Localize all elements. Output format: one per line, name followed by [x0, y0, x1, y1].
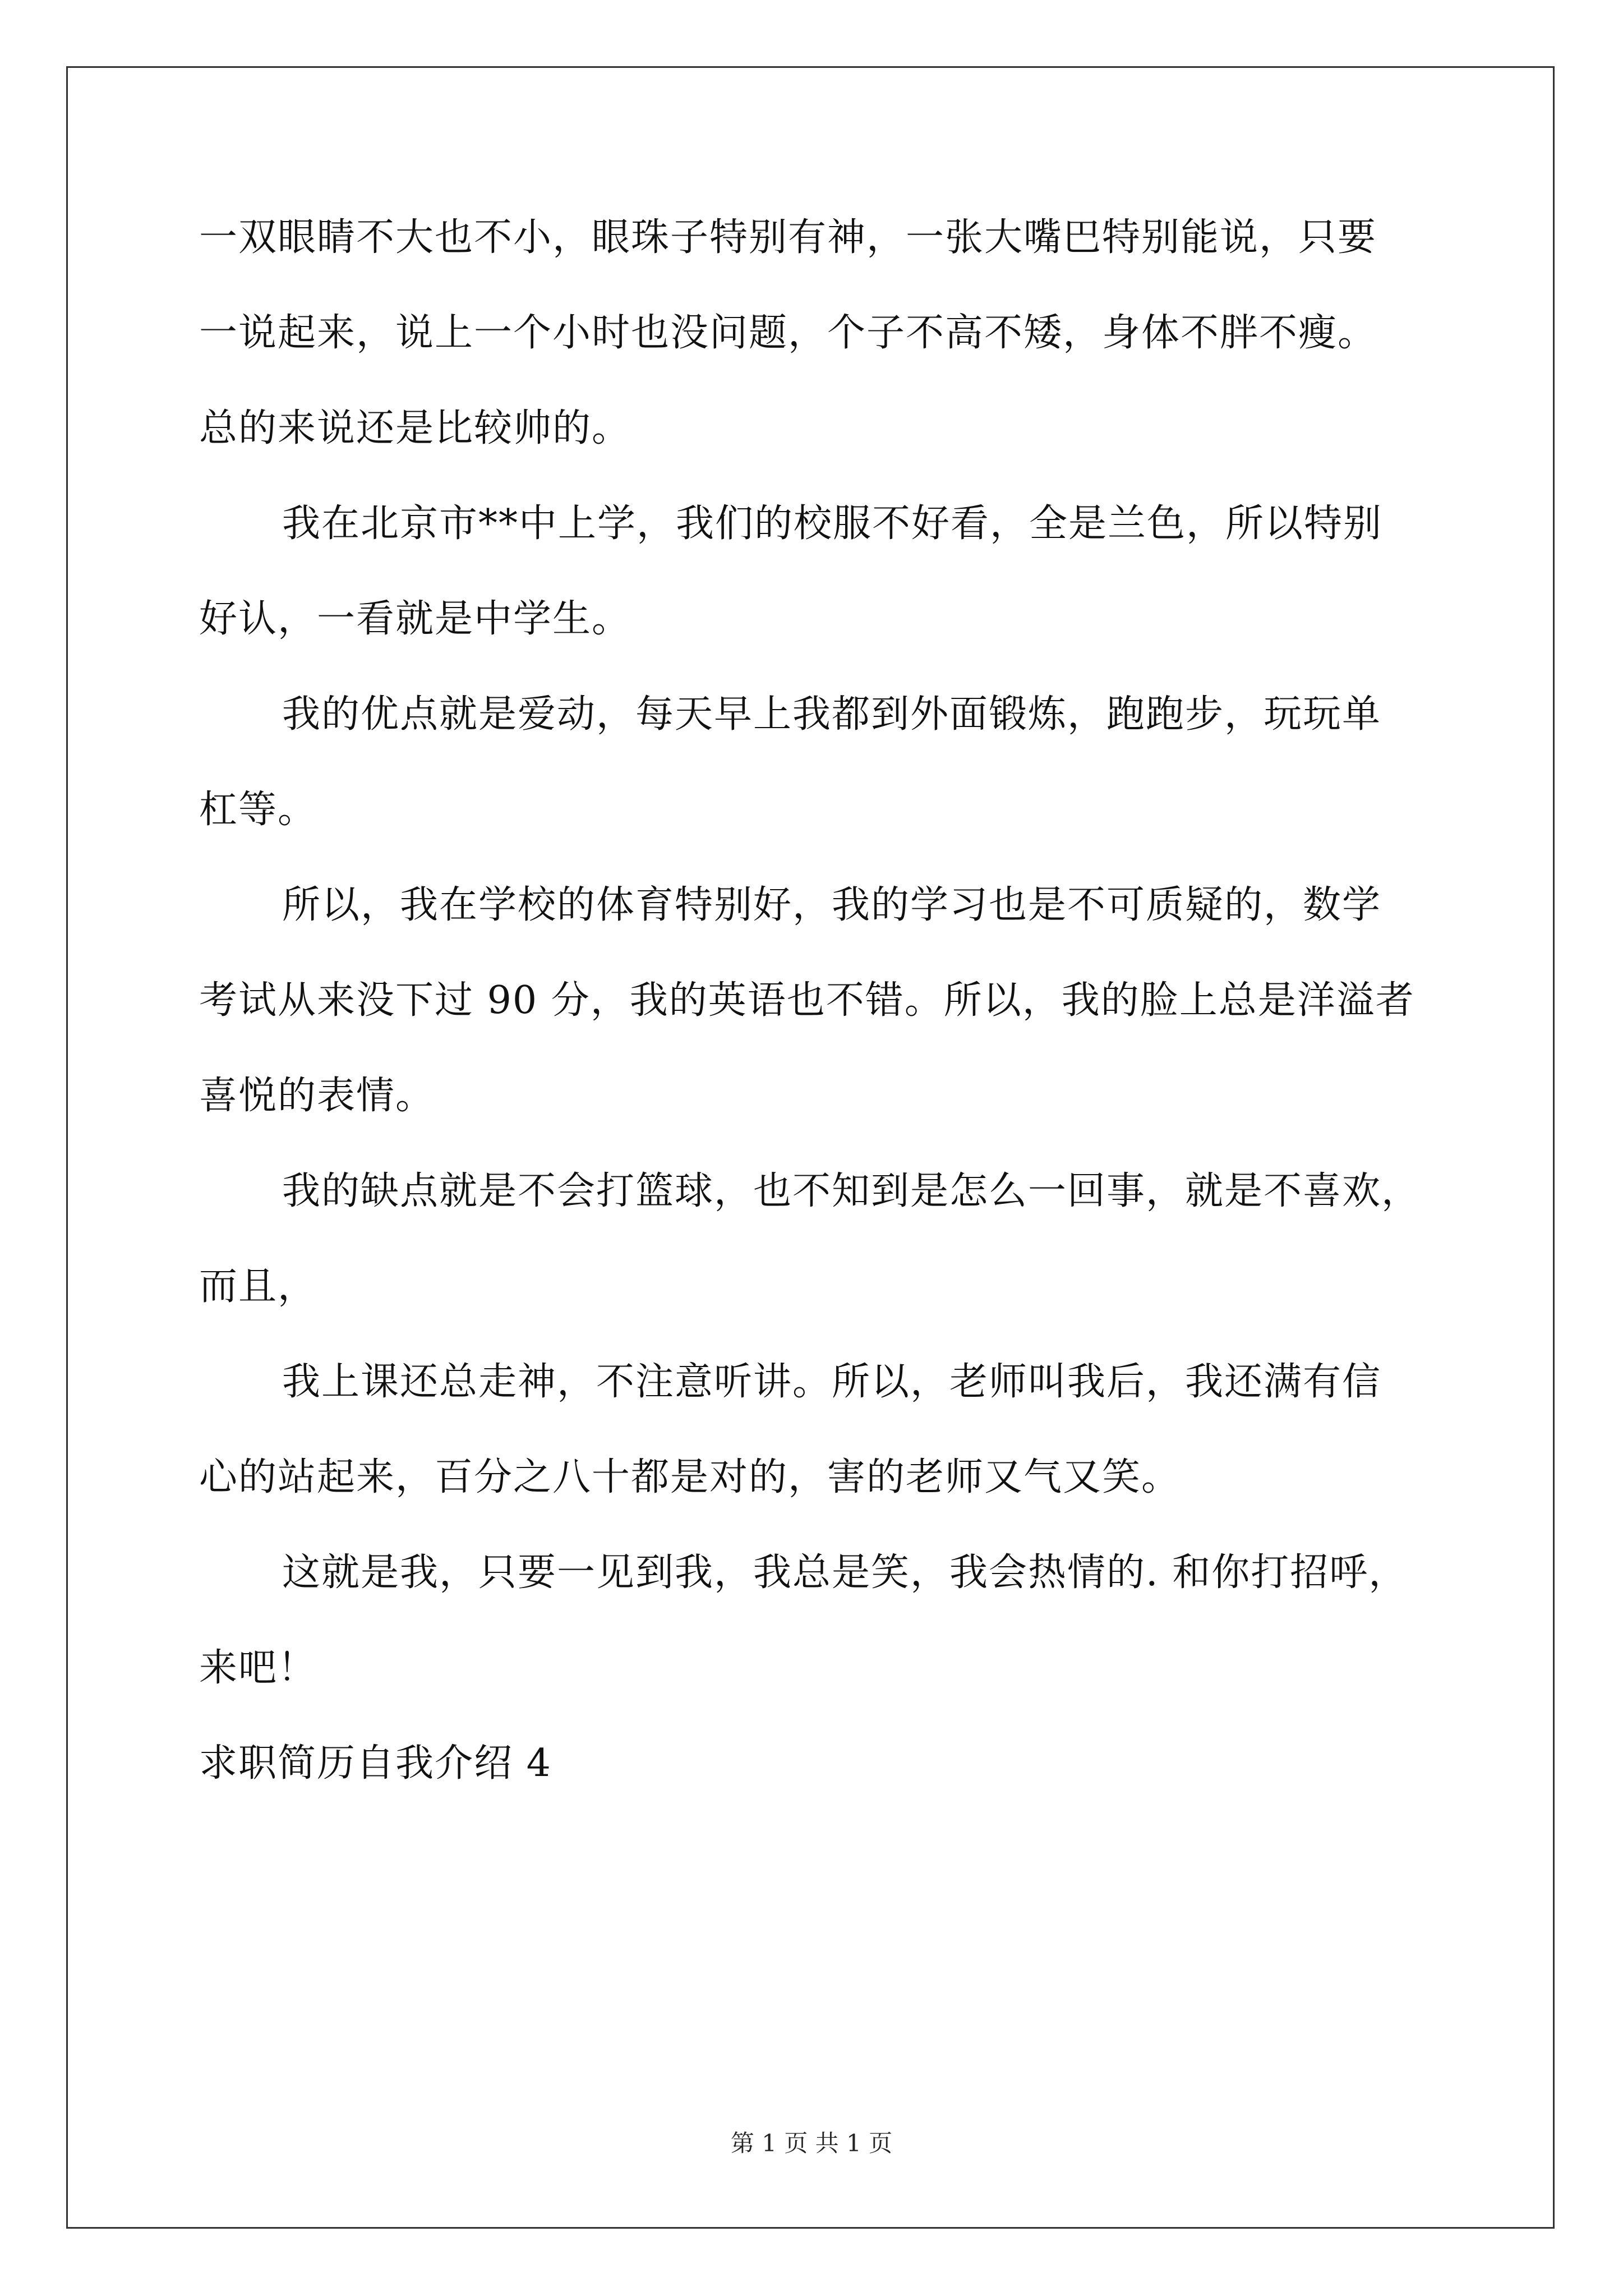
- text-line: 总的来说还是比较帅的。: [199, 406, 631, 450]
- text-line: 好认，一看就是中学生。: [199, 597, 631, 641]
- text-line: 而且，: [199, 1264, 317, 1309]
- text-line: 考试从来没下过 90 分，我的英语也不错。所以，我的脸上总是洋溢者: [199, 978, 1415, 1023]
- paragraph-line: 我在北京市**中上学，我们的校服不好看，全是兰色，所以特别: [282, 501, 1383, 546]
- text-line: 杠等。: [199, 788, 317, 832]
- paragraph-line: 这就是我，只要一见到我，我总是笑，我会热情的. 和你打招呼，: [282, 1550, 1408, 1595]
- page-number-footer: 第 1 页 共 1 页: [730, 2129, 893, 2157]
- paragraph-line: 我的缺点就是不会打篮球，也不知到是怎么一回事，就是不喜欢，: [282, 1169, 1421, 1213]
- text-line: 喜悦的表情。: [199, 1074, 435, 1118]
- text-line: 心的站起来，百分之八十都是对的，害的老师又气又笑。: [199, 1455, 1181, 1499]
- paragraph-line: 我的优点就是爱动，每天早上我都到外面锻炼，跑跑步，玩玩单: [282, 692, 1382, 737]
- text-line: 一双眼睛不大也不小，眼珠子特别有神，一张大嘴巴特别能说，只要: [199, 215, 1377, 260]
- text-line: 来吧！: [199, 1646, 317, 1690]
- page-border: [66, 66, 1555, 2229]
- paragraph-line: 我上课还总走神，不注意听讲。所以，老师叫我后，我还满有信: [282, 1360, 1382, 1404]
- text-line: 一说起来，说上一个小时也没问题，个子不高不矮，身体不胖不瘦。: [199, 311, 1377, 355]
- section-heading: 求职简历自我介绍 4: [199, 1741, 552, 1786]
- paragraph-line: 所以，我在学校的体育特别好，我的学习也是不可质疑的，数学: [282, 883, 1382, 927]
